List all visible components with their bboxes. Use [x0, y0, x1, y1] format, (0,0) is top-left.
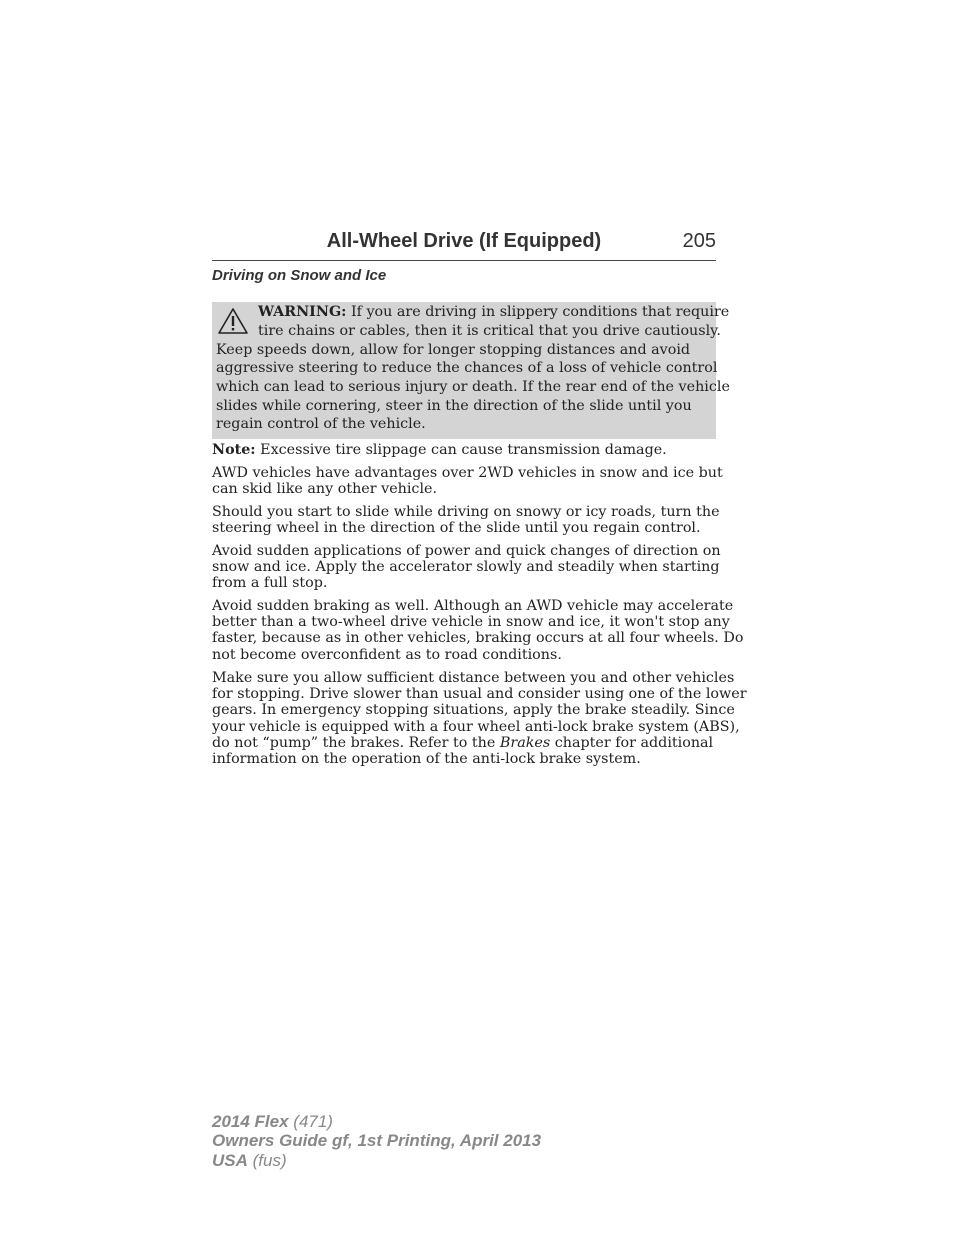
section-heading: Driving on Snow and Ice [212, 267, 387, 284]
warning-line: tire chains or cables, then it is critical that you drive cautiously. [258, 323, 721, 339]
paragraph-line: AWD vehicles have advantages over 2WD vehicles in snow and ice but [212, 465, 723, 481]
warning-text: If you are driving in slippery conditions that require [346, 304, 730, 320]
chapter-title: All-Wheel Drive (If Equipped) [326, 230, 602, 252]
body-paragraph [212, 504, 722, 536]
page-number: 205 [682, 230, 716, 252]
paragraph-line: information on the operation of the anti-lock brake system. [212, 751, 641, 768]
paragraph-text: chapter for additional [550, 734, 714, 751]
paragraph-line [212, 735, 722, 751]
footer-market: USA [212, 1150, 248, 1170]
body-paragraph [212, 543, 722, 592]
paragraph-line: Should you start to slide while driving on snowy or icy roads, turn the [212, 504, 720, 520]
footer-guide: Owners Guide gf, 1st Printing, April 2013 [212, 1131, 542, 1151]
warning-line: slides while cornering, steer in the direction of the slide until you [216, 398, 692, 414]
warning-line: aggressive steering to reduce the chances of a loss of vehicle control [216, 360, 718, 376]
warning-line [258, 303, 729, 322]
warning-line: Keep speeds down, allow for longer stopping distances and avoid [216, 342, 691, 358]
paragraph-line: not become overconfident as to road conditions. [212, 646, 562, 663]
note-label: Note: [212, 442, 256, 458]
paragraph-line: snow and ice. Apply the accelerator slowly and steadily when starting [212, 559, 720, 576]
paragraph-line: faster, because as in other vehicles, braking occurs at all four wheels. Do [212, 630, 744, 647]
warning-label: WARNING: [258, 304, 347, 320]
page-footer [212, 1112, 541, 1170]
body-paragraph [212, 670, 747, 768]
note-text: Excessive tire slippage can cause transmission damage. [255, 442, 667, 458]
paragraph-line: your vehicle is equipped with a four wheel anti-lock brake system (ABS), [212, 718, 740, 735]
footer-market-code: (fus) [247, 1150, 287, 1170]
note-paragraph [212, 442, 722, 458]
paragraph-line: Avoid sudden applications of power and quick changes of direction on [212, 543, 721, 559]
paragraph-line: gears. In emergency stopping situations, apply the brake steadily. Since [212, 702, 735, 719]
paragraph-line: steering wheel in the direction of the slide until you regain control. [212, 520, 701, 537]
warning-line: regain control of the vehicle. [216, 416, 426, 432]
paragraph-line: from a full stop. [212, 575, 328, 592]
paragraph-line: better than a two-wheel drive vehicle in snow and ice, it won't stop any [212, 614, 730, 631]
warning-triangle-icon [217, 307, 249, 335]
body-paragraph [212, 465, 722, 497]
body-paragraph [212, 598, 744, 663]
warning-box [212, 302, 730, 439]
paragraph-line: Make sure you allow sufficient distance between you and other vehicles [212, 670, 735, 686]
footer-model: 2014 Flex [212, 1112, 289, 1131]
footer-model-code: (471) [288, 1112, 333, 1131]
brakes-chapter-reference: Brakes [499, 734, 551, 751]
paragraph-line: can skid like any other vehicle. [212, 481, 438, 498]
paragraph-text: do not “pump” the brakes. Refer to the [212, 734, 500, 751]
warning-line: which can lead to serious injury or death. If the rear end of the vehicle [216, 379, 730, 395]
page-header [212, 228, 716, 261]
paragraph-line: Avoid sudden braking as well. Although an AWD vehicle may accelerate [212, 598, 734, 614]
paragraph-line: for stopping. Drive slower than usual and consider using one of the lower [212, 686, 747, 703]
